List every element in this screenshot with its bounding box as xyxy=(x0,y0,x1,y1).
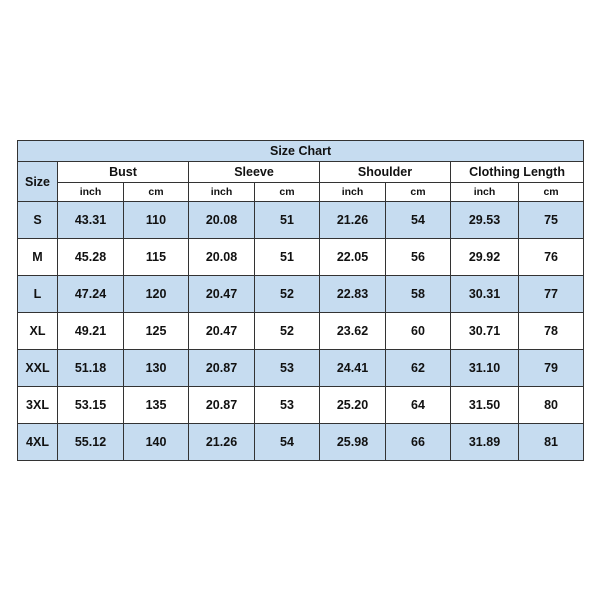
size-cell: XL xyxy=(18,313,58,350)
table-title: Size Chart xyxy=(18,141,584,162)
unit-header: inch xyxy=(320,183,386,202)
table-cell: 49.21 xyxy=(58,313,124,350)
table-cell: 21.26 xyxy=(189,424,255,461)
table-cell: 58 xyxy=(386,276,451,313)
table-cell: 22.83 xyxy=(320,276,386,313)
group-header-sleeve: Sleeve xyxy=(189,162,320,183)
table-cell: 75 xyxy=(519,202,584,239)
table-row xyxy=(18,387,584,424)
table-cell: 52 xyxy=(255,276,320,313)
table-cell: 31.89 xyxy=(451,424,519,461)
table-cell: 30.71 xyxy=(451,313,519,350)
table-cell: 20.87 xyxy=(189,387,255,424)
table-row xyxy=(18,239,584,276)
size-cell: M xyxy=(18,239,58,276)
table-cell: 120 xyxy=(124,276,189,313)
size-cell: XXL xyxy=(18,350,58,387)
table-cell: 30.31 xyxy=(451,276,519,313)
table-cell: 130 xyxy=(124,350,189,387)
table-cell: 110 xyxy=(124,202,189,239)
table-cell: 79 xyxy=(519,350,584,387)
table-cell: 23.62 xyxy=(320,313,386,350)
table-cell: 53 xyxy=(255,387,320,424)
unit-header: inch xyxy=(451,183,519,202)
table-row xyxy=(18,313,584,350)
table-cell: 53.15 xyxy=(58,387,124,424)
size-chart xyxy=(17,140,583,458)
table-cell: 25.20 xyxy=(320,387,386,424)
table-cell: 21.26 xyxy=(320,202,386,239)
size-cell: L xyxy=(18,276,58,313)
table-cell: 31.50 xyxy=(451,387,519,424)
table-cell: 20.47 xyxy=(189,313,255,350)
size-cell: S xyxy=(18,202,58,239)
table-cell: 20.87 xyxy=(189,350,255,387)
table-cell: 66 xyxy=(386,424,451,461)
size-cell: 4XL xyxy=(18,424,58,461)
table-body xyxy=(18,202,584,461)
table-cell: 64 xyxy=(386,387,451,424)
table-cell: 47.24 xyxy=(58,276,124,313)
table-cell: 115 xyxy=(124,239,189,276)
table-cell: 24.41 xyxy=(320,350,386,387)
group-header-clothing-length: Clothing Length xyxy=(451,162,584,183)
table-row xyxy=(18,202,584,239)
table-cell: 45.28 xyxy=(58,239,124,276)
table-cell: 80 xyxy=(519,387,584,424)
table-cell: 81 xyxy=(519,424,584,461)
table-cell: 25.98 xyxy=(320,424,386,461)
table-cell: 51.18 xyxy=(58,350,124,387)
table-cell: 20.08 xyxy=(189,239,255,276)
table-cell: 29.92 xyxy=(451,239,519,276)
table-cell: 60 xyxy=(386,313,451,350)
table-row xyxy=(18,350,584,387)
unit-header: inch xyxy=(189,183,255,202)
table-cell: 135 xyxy=(124,387,189,424)
table-cell: 140 xyxy=(124,424,189,461)
unit-header: cm xyxy=(519,183,584,202)
table-cell: 52 xyxy=(255,313,320,350)
table-cell: 20.47 xyxy=(189,276,255,313)
table-cell: 76 xyxy=(519,239,584,276)
table-cell: 31.10 xyxy=(451,350,519,387)
table-cell: 56 xyxy=(386,239,451,276)
unit-header: cm xyxy=(386,183,451,202)
table-cell: 53 xyxy=(255,350,320,387)
table-cell: 51 xyxy=(255,239,320,276)
table-cell: 54 xyxy=(386,202,451,239)
table-row xyxy=(18,424,584,461)
table-cell: 77 xyxy=(519,276,584,313)
size-cell: 3XL xyxy=(18,387,58,424)
table-row xyxy=(18,276,584,313)
table-cell: 22.05 xyxy=(320,239,386,276)
size-column-header: Size xyxy=(18,162,58,202)
table-cell: 78 xyxy=(519,313,584,350)
size-chart-table xyxy=(17,140,584,461)
group-header-bust: Bust xyxy=(58,162,189,183)
table-cell: 43.31 xyxy=(58,202,124,239)
table-cell: 54 xyxy=(255,424,320,461)
group-header-shoulder: Shoulder xyxy=(320,162,451,183)
table-cell: 125 xyxy=(124,313,189,350)
unit-header: inch xyxy=(58,183,124,202)
table-cell: 20.08 xyxy=(189,202,255,239)
table-cell: 62 xyxy=(386,350,451,387)
table-cell: 55.12 xyxy=(58,424,124,461)
unit-row xyxy=(18,183,584,202)
unit-header: cm xyxy=(255,183,320,202)
table-cell: 51 xyxy=(255,202,320,239)
unit-header: cm xyxy=(124,183,189,202)
table-cell: 29.53 xyxy=(451,202,519,239)
